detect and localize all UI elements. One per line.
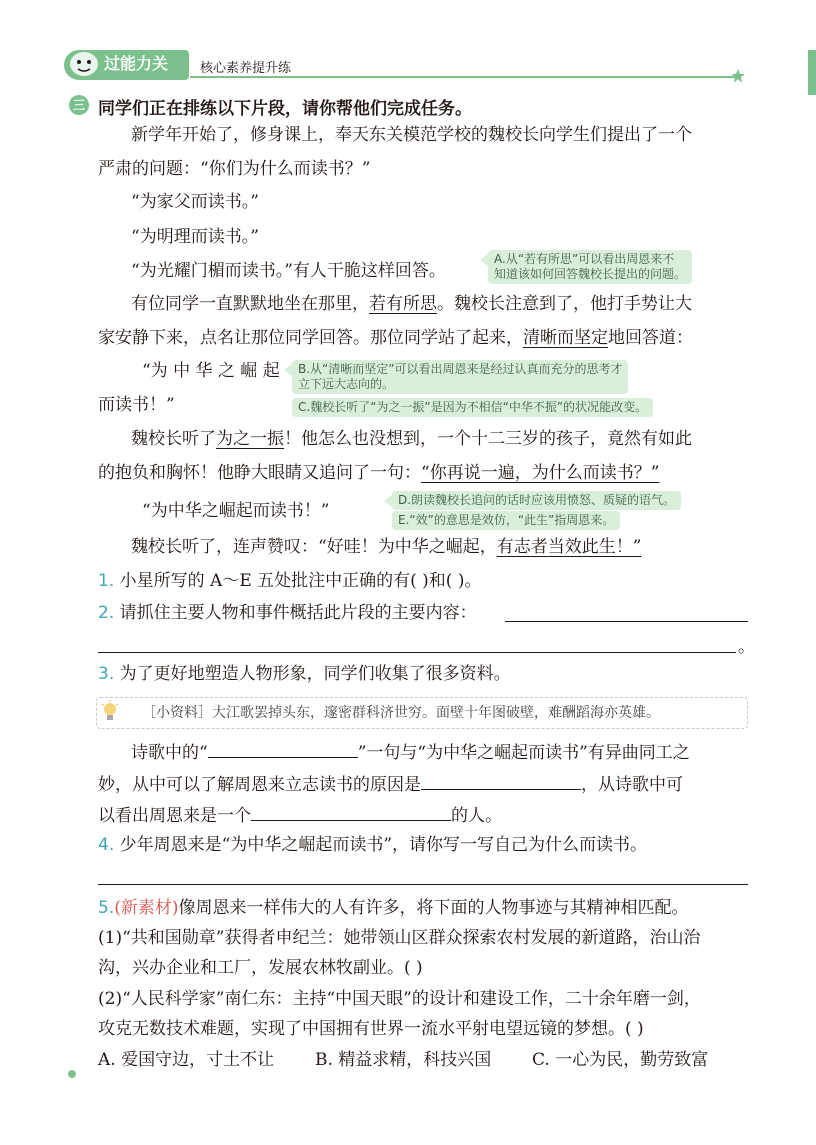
question-number: 4.	[98, 835, 115, 855]
question-text: 少年周恩来是“为中华之崛起而读书”，请你写一写自己为什么而读书。	[119, 835, 648, 855]
question-number: 2.	[98, 603, 115, 623]
header-subtitle: 核心素养提升练	[200, 61, 292, 76]
text: ”一句与“为中华之崛起而读书”有异曲同工之	[357, 743, 690, 763]
annotation-d	[392, 491, 681, 510]
section-title: 同学们正在排练以下片段，请你帮他们完成任务。	[98, 99, 472, 119]
option-a: A. 爱国守边，寸土不让	[98, 1050, 275, 1070]
star-icon	[730, 68, 746, 84]
option-b: B. 精益求精，科技兴国	[315, 1050, 492, 1070]
annotation-a	[488, 250, 692, 284]
text: 地回答道：	[608, 328, 693, 348]
question-1	[98, 570, 481, 592]
annotation-e	[392, 511, 620, 530]
question-text: 请抓住主要人物和事件概括此片段的主要内容：	[119, 603, 477, 623]
section-number-icon: 三	[69, 95, 89, 115]
question-3-line	[98, 772, 683, 796]
lightbulb-icon	[100, 700, 120, 724]
answer-line[interactable]	[98, 652, 736, 653]
annotation-b	[292, 360, 628, 394]
new-material-tag: (新素材)	[114, 898, 179, 918]
text: ，从诗歌中可	[581, 775, 683, 795]
fill-in-blank[interactable]	[208, 740, 358, 758]
text: 诗歌中的“	[131, 743, 208, 763]
text: 的人。	[451, 806, 502, 826]
fill-in-blank[interactable]	[421, 772, 581, 790]
annotation-a-line: A.从“若有所思”可以看出周恩来不	[494, 252, 675, 266]
page-dot	[68, 1070, 76, 1078]
fill-in-blank[interactable]	[251, 803, 451, 821]
question-number: 5.	[98, 898, 115, 918]
annotation-b-line: B.从“清晰而坚定”可以看出周恩来是经过认真而充分的思考才	[298, 362, 623, 376]
text: ！他怎么也没想到，一个十二三岁的孩子，竟然有如此	[284, 429, 692, 449]
passage-line: “为家父而读书。”	[131, 192, 259, 212]
header-badge-label: 过能力关	[104, 54, 169, 73]
text: 家安静下来，点名让那位同学回答。那位同学站了起来，	[98, 328, 523, 348]
passage-line	[98, 462, 659, 484]
question-text: 像周恩来一样伟大的人有许多，将下面的人物事迹与其精神相匹配。	[178, 898, 689, 918]
text: 魏校长听了，连声赞叹：“好哇！为中华之崛起，	[131, 537, 497, 557]
annotation-e-text: E.“效”的意思是效仿，“此生”指周恩来。	[398, 513, 615, 527]
underlined-text: 清晰而坚定	[523, 328, 608, 348]
answer-line[interactable]	[505, 621, 748, 622]
question-3-line	[98, 803, 502, 827]
passage-line: “为光耀门楣而读书。”有人干脆这样回答。	[131, 261, 446, 281]
annotation-b-line: 立下远大志向的。	[298, 377, 395, 391]
question-5	[98, 897, 689, 919]
text: 的抱负和胸怀！他睁大眼睛又追问了一句：	[98, 463, 421, 483]
annotation-a-line: 知道该如何回答魏校长提出的问题。	[494, 267, 687, 281]
text: 有位同学一直默默地坐在那里，	[131, 294, 369, 314]
text: 以看出周恩来是一个	[98, 806, 251, 826]
question-number: 1.	[98, 571, 115, 591]
option-c: C. 一心为民，勤劳致富	[532, 1050, 709, 1070]
question-5-item: (1)“共和国勋章”获得者申纪兰：她带领山区群众探索农村发展的新道路，治山治	[98, 928, 701, 948]
page-edge-tab	[808, 50, 816, 95]
question-3	[98, 663, 511, 685]
underlined-text: 若有所思	[369, 294, 437, 314]
passage-line	[131, 293, 692, 315]
passage-line: 而读书！”	[98, 395, 175, 415]
text: 。魏校长注意到了，他打手势让大	[437, 294, 692, 314]
passage-line: “为 中 华 之 崛 起	[142, 361, 280, 381]
passage-line	[131, 536, 641, 558]
cartoon-mascot-icon	[66, 44, 106, 80]
period: 。	[738, 637, 755, 657]
question-5-item[interactable]: 攻克无数技术难题，实现了中国拥有世界一流水平射电望远镜的梦想。( )	[98, 1019, 644, 1039]
annotation-d-text: D.朗读魏校长追问的话时应该用愤怒、质疑的语气。	[398, 493, 676, 507]
passage-line: 严肃的问题：“你们为什么而读书？”	[98, 159, 371, 179]
annotation-c	[292, 398, 653, 417]
material-text: ［小资料］大江歌罢掉头东，邃密群科济世穷。面壁十年图破壁，难酬蹈海亦英雄。	[142, 705, 660, 721]
question-5-item: (2)“人民科学家”南仁东：主持“中国天眼”的设计和建设工作，二十余年磨一剑，	[98, 989, 701, 1009]
passage-line: “为中华之崛起而读书！”	[142, 501, 330, 521]
question-text: 为了更好地塑造人物形象，同学们收集了很多资料。	[119, 664, 511, 684]
passage-line	[131, 428, 692, 450]
header-divider	[190, 76, 735, 78]
question-3-line	[131, 740, 690, 764]
text: 妙，从中可以了解周恩来立志读书的原因是	[98, 775, 421, 795]
question-5-item[interactable]: 沟，兴办企业和工厂，发展农林牧副业。( )	[98, 958, 423, 978]
passage-line	[98, 327, 693, 349]
passage-line: 新学年开始了，修身课上，奉天东关模范学校的魏校长向学生们提出了一个	[131, 125, 692, 145]
underlined-text: “你再说一遍，为什么而读书？”	[421, 463, 660, 483]
question-2	[98, 602, 477, 624]
answer-line[interactable]	[98, 884, 748, 885]
question-text[interactable]: 小星所写的 A～E 五处批注中正确的有( )和( )。	[119, 571, 482, 591]
question-number: 3.	[98, 664, 115, 684]
question-4	[98, 834, 647, 856]
passage-line: “为明理而读书。”	[131, 227, 259, 247]
underlined-text: 为之一振	[216, 429, 284, 449]
text: 魏校长听了	[131, 429, 216, 449]
annotation-c-text: C.魏校长听了“为之一振”是因为不相信“中华不振”的状况能改变。	[298, 400, 648, 414]
underlined-text: 有志者当效此生！”	[496, 537, 642, 557]
